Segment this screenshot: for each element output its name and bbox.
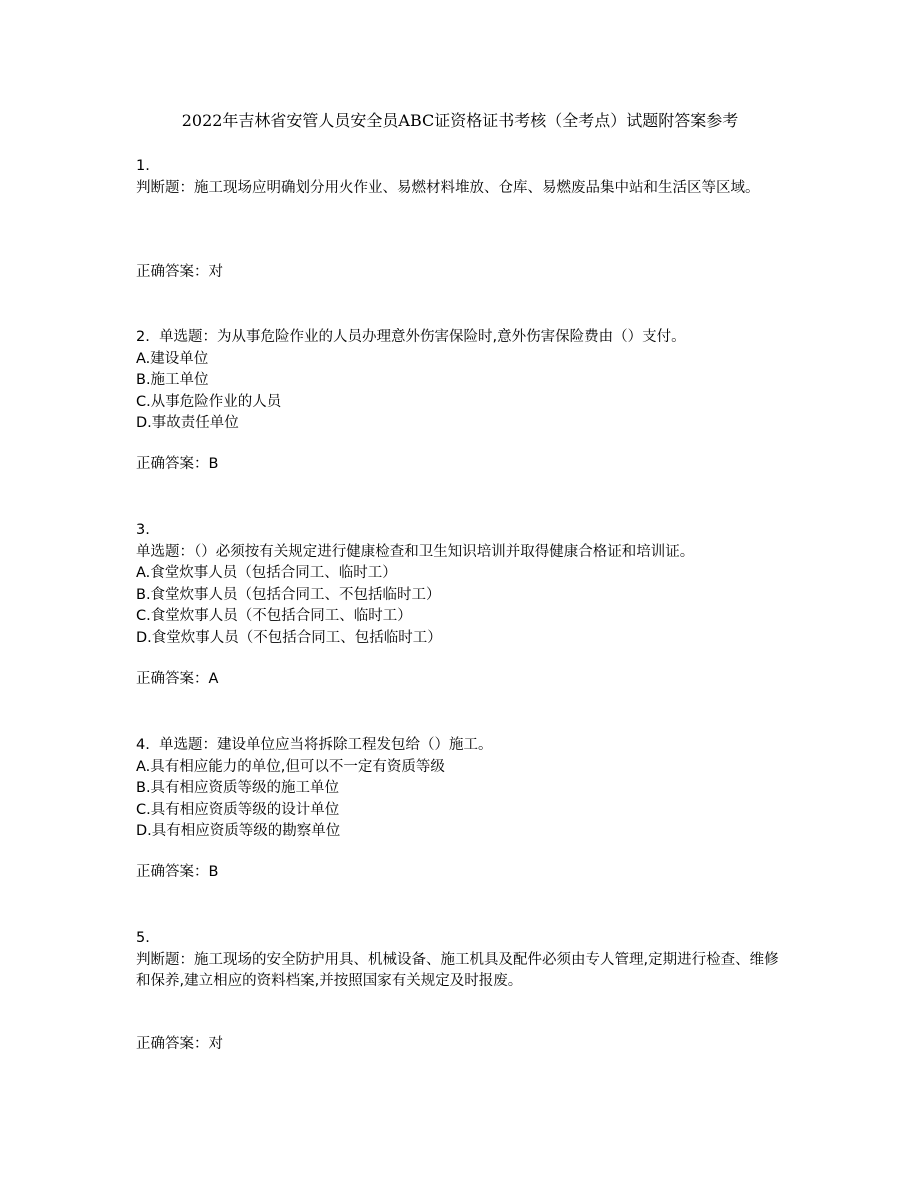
- option-b: B.食堂炊事人员（包括合同工、不包括临时工）: [136, 586, 441, 603]
- correct-answer: 正确答案：B: [136, 456, 219, 472]
- option-b: B.施工单位: [136, 372, 209, 388]
- option-c: C.具有相应资质等级的设计单位: [136, 801, 340, 818]
- option-a: A.建设单位: [136, 350, 209, 367]
- option-d: D.事故责任单位: [136, 415, 239, 431]
- option-a: A.食堂炊事人员（包括合同工、临时工）: [136, 565, 397, 581]
- option-a: A.具有相应能力的单位,但可以不一定有资质等级: [136, 758, 445, 775]
- question-number: 3.: [136, 522, 150, 538]
- question-stem-text: 单选题：建设单位应当将拆除工程发包给（）施工。: [159, 737, 493, 753]
- question-stem: [136, 735, 786, 757]
- question-5: [136, 928, 786, 1052]
- question-number: 4.: [136, 737, 150, 753]
- question-4: [136, 735, 786, 880]
- correct-answer: 正确答案：B: [136, 864, 219, 880]
- question-number: 2.: [136, 329, 150, 345]
- document-title: 2022年吉林省安管人员安全员ABC证资格证书考核（全考点）试题附答案参考: [181, 111, 739, 130]
- option-d: D.食堂炊事人员（不包括合同工、包括临时工）: [136, 629, 442, 646]
- option-b: B.具有相应资质等级的施工单位: [136, 780, 340, 796]
- question-stem: 单选题：（）必须按有关规定进行健康检查和卫生知识培训并取得健康合格证和培训证。: [136, 543, 695, 560]
- option-c: C.食堂炊事人员（不包括合同工、临时工）: [136, 608, 412, 624]
- correct-answer: 正确答案：对: [136, 1036, 223, 1052]
- question-3: [136, 520, 786, 687]
- question-1: [136, 156, 786, 280]
- question-stem: 判断题：施工现场的安全防护用具、机械设备、施工机具及配件必须由专人管理,定期进行检查、维修和保养,建立相应的资料档案,并按照国家有关规定及时报废。: [136, 951, 779, 989]
- option-d: D.具有相应资质等级的勘察单位: [136, 823, 341, 839]
- correct-answer: 正确答案：对: [136, 264, 223, 280]
- question-number: 5.: [136, 930, 150, 946]
- correct-answer: 正确答案：A: [136, 671, 219, 687]
- question-2: [136, 327, 786, 472]
- question-number: 1.: [136, 158, 150, 174]
- question-stem: 判断题：施工现场应明确划分用火作业、易燃材料堆放、仓库、易燃废品集中站和生活区等区域。: [136, 179, 760, 196]
- question-stem-text: 单选题：为从事危险作业的人员办理意外伤害保险时,意外伤害保险费由（）支付。: [159, 329, 686, 345]
- option-c: C.从事危险作业的人员: [136, 393, 282, 410]
- question-stem: [136, 327, 786, 349]
